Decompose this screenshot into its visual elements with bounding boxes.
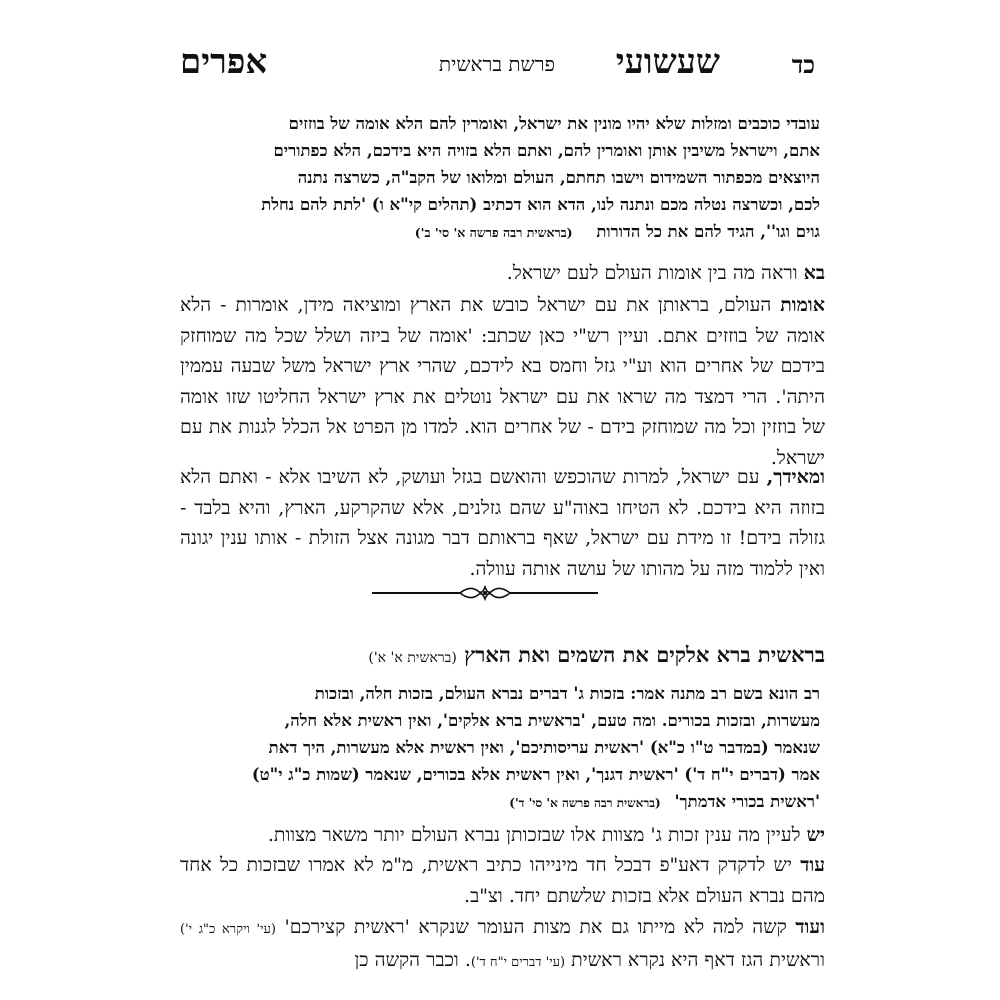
talmud-line: 'ראשית בכורי אדמתך' (בראשית רבה פרשה א' סי' ד'): [509, 792, 820, 811]
paragraph-ba: [180, 258, 825, 288]
midrash-talmud-block: [180, 680, 820, 817]
quote-line: היוצאים מכפתור השמידום וישבו תחתם, העולם ומלואו של הקב"ה, כשרצה נתנה: [297, 168, 820, 187]
quote-line: אתם, וישראל משיבין אותן ואומרין להם, ואתם הלא בזויה היא בידכם, הלא כפתורים: [273, 141, 820, 160]
paragraph-lead-word: ועוד: [795, 916, 825, 938]
quote-source: (בראשית רבה פרשה א' סי' ב'): [414, 225, 573, 240]
verse-heading-text: בראשית ברא אלקים את השמים ואת הארץ: [464, 642, 825, 667]
talmud-line: שנאמר (במדבר ט"ו כ"א) 'ראשית עריסותיכם', ואין ראשית אלא מעשרות, היך דאת: [268, 738, 820, 757]
paragraph-umot: [180, 290, 825, 473]
talmud-source: (בראשית רבה פרשה א' סי' ד'): [509, 796, 661, 810]
paragraph-lead-word: יש: [806, 824, 825, 846]
paragraph-text: העולם, בראותן את עם ישראל כובש את הארץ ומוציאה מידן, אומרות - הלא אומה של בוזזים אתם. ועיין רש"י כאן שכתב: 'אומה של ביזה ושלל שכל מה שמוחזק בידכם של אחרים הוא וע"י גזל וחמס בא לידכם, שהרי ארץ ישראל משל שבעה עממין היתה'. הרי דמצד מה שראו את עם ישראל נוטלים את ארץ ישראל החליטו שזו אומה של בוזזין וכל מה שמוחזק בידם - של אחרים הוא. למדו מן הפרט אל הכלל לגנות את עם ישראל.: [180, 294, 825, 469]
talmud-line: רב הונא בשם רב מתנה אמר: בזכות ג' דברים נברא העולם, בזכות חלה, ובזכות: [314, 684, 820, 703]
paragraph-lead-word: בא: [803, 262, 825, 284]
paragraph-text: . וכבר הקשה כן: [354, 949, 471, 971]
paragraph-yesh: [180, 820, 825, 850]
talmud-line: מעשרות, ובזכות בכורים. ומה טעם, 'בראשית ברא אלקים', ואין ראשית אלא חלה,: [284, 711, 820, 730]
midrash-quote-block: [180, 110, 820, 246]
verse-heading: [180, 640, 825, 673]
page-number: כד: [791, 50, 815, 79]
quote-line: לכם, וכשרצה נטלה מכם ונתנה לנו, הדא הוא דכתיב (תהלים קי"א ו) 'לתת להם נחלת: [261, 195, 820, 214]
paragraph-source: (עי' דברים י"ח ד'): [470, 955, 566, 970]
paragraph-text: וראשית הגז דאף היא נקרא ראשית: [571, 949, 825, 971]
parasha-name: פרשת בראשית: [438, 52, 555, 76]
paragraph-lead-word: עוד: [800, 854, 825, 876]
paragraph-od-1: [180, 850, 825, 912]
paragraph-source: (עי' ויקרא כ"ג י'): [180, 922, 276, 937]
paragraph-text: לעיין מה ענין זכות ג' מצוות אלו שבזכותן נברא העולם יותר משאר מצוות.: [267, 824, 807, 846]
book-title-first-word: שעשועי: [615, 42, 720, 82]
paragraph-lead-word: ומאידך,: [766, 466, 825, 488]
book-title-second-word: אפרים: [180, 42, 268, 82]
page-header: [150, 40, 815, 88]
paragraph-text: וראה מה בין אומות העולם לעם ישראל.: [506, 262, 804, 284]
ornamental-divider-icon: [370, 583, 600, 603]
talmud-line: אמר (דברים י"ח ד') 'ראשית דגנך', ואין ראשית אלא בכורים, שנאמר (שמות כ"ג י"ט): [251, 765, 820, 784]
verse-heading-source: (בראשית א' א'): [368, 650, 457, 666]
quote-line: עובדי כוכבים ומזלות שלא יהיו מונין את ישראל, ואומרין להם הלא אומה של בוזזים: [288, 114, 820, 133]
paragraph-od-2: [180, 912, 825, 978]
paragraph-text: יש לדקדק דאע"פ דבכל חד מינייהו כתיב ראשית, מ"מ לא אמרו שבזכות כל אחד מהם נברא העולם אלא בזכות שלשתם יחד. וצ"ב.: [180, 854, 825, 907]
paragraph-text: עם ישראל, למרות שהוכפש והואשם בגזל ועושק, לא השיבו אלא - ואתם הלא בזוזה היא בידכם. לא הטיחו באוה"ע שהם גזלנים, אלא שהקרקע, הארץ, והיא בלבד - גזולה בידם! זו מידת עם ישראל, שאף בראותם דבר מגונה אצל הזולת - אותו ענין יגונה ואין ללמוד מזה על מהותו של עושה אותה עוולה.: [180, 466, 825, 580]
paragraph-text: קשה למה לא מייתו גם את מצות העומר שנקרא 'ראשית קצירכם': [284, 916, 796, 938]
paragraph-meaidach: [180, 462, 825, 584]
quote-line: גוים וגו'', הגיד להם את כל הדורות (בראשית רבה פרשה א' סי' ב'): [414, 222, 820, 241]
paragraph-lead-word: אומות: [780, 294, 825, 316]
